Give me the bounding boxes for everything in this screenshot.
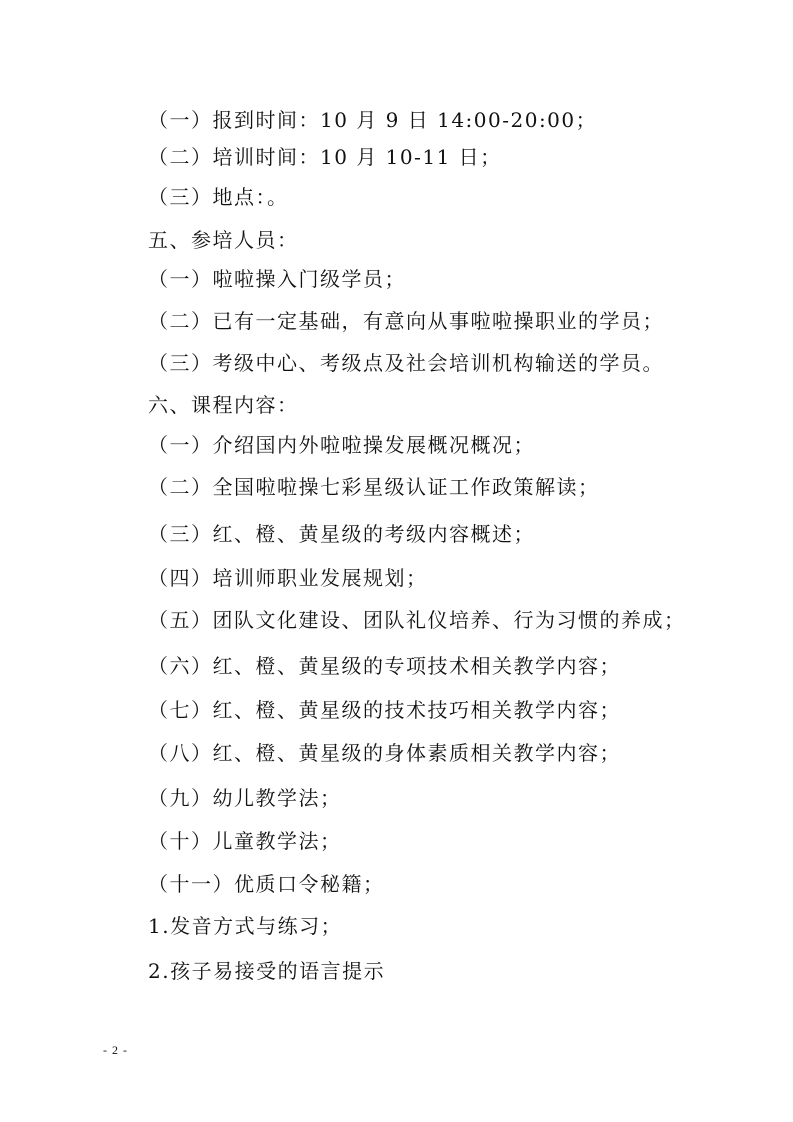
section-heading: 五、参培人员： (148, 228, 299, 252)
text-line: （五）团队文化建设、团队礼仪培养、行为习惯的养成； (148, 608, 686, 632)
section-heading: 六、课程内容： (148, 393, 299, 417)
page-number: - 2 - (103, 1043, 128, 1057)
text-line: 2.孩子易接受的语言提示 (148, 959, 386, 983)
text-line: （三）地点：。 (148, 185, 289, 209)
text-line: （十）儿童教学法； (148, 829, 342, 853)
text-line: （三）红、橙、黄星级的考级内容概述； (148, 522, 535, 546)
text-line: 1.发音方式与练习； (148, 914, 343, 938)
text-line: （七）红、橙、黄星级的技术技巧相关教学内容； (148, 698, 621, 722)
text-line: （四）培训师职业发展规划； (148, 566, 428, 590)
text-line: （二）已有一定基础，有意向从事啦啦操职业的学员； (148, 309, 664, 333)
text-line: （一）介绍国内外啦啦操发展概况概况； (148, 433, 535, 457)
text-line: （九）幼儿教学法； (148, 786, 342, 810)
text-line: （六）红、橙、黄星级的专项技术相关教学内容； (148, 654, 621, 678)
text-line: （八）红、橙、黄星级的身体素质相关教学内容； (148, 741, 621, 765)
text-line: （二）全国啦啦操七彩星级认证工作政策解读； (148, 475, 600, 499)
text-line: （二）培训时间：10 月 10-11 日； (148, 145, 502, 169)
text-line: （三）考级中心、考级点及社会培训机构输送的学员。 (148, 351, 664, 375)
text-line: （一）啦啦操入门级学员； (148, 267, 406, 291)
text-line: （十一）优质口令秘籍； (148, 872, 385, 896)
text-line: （一）报到时间：10 月 9 日 14:00-20:00； (148, 108, 598, 132)
